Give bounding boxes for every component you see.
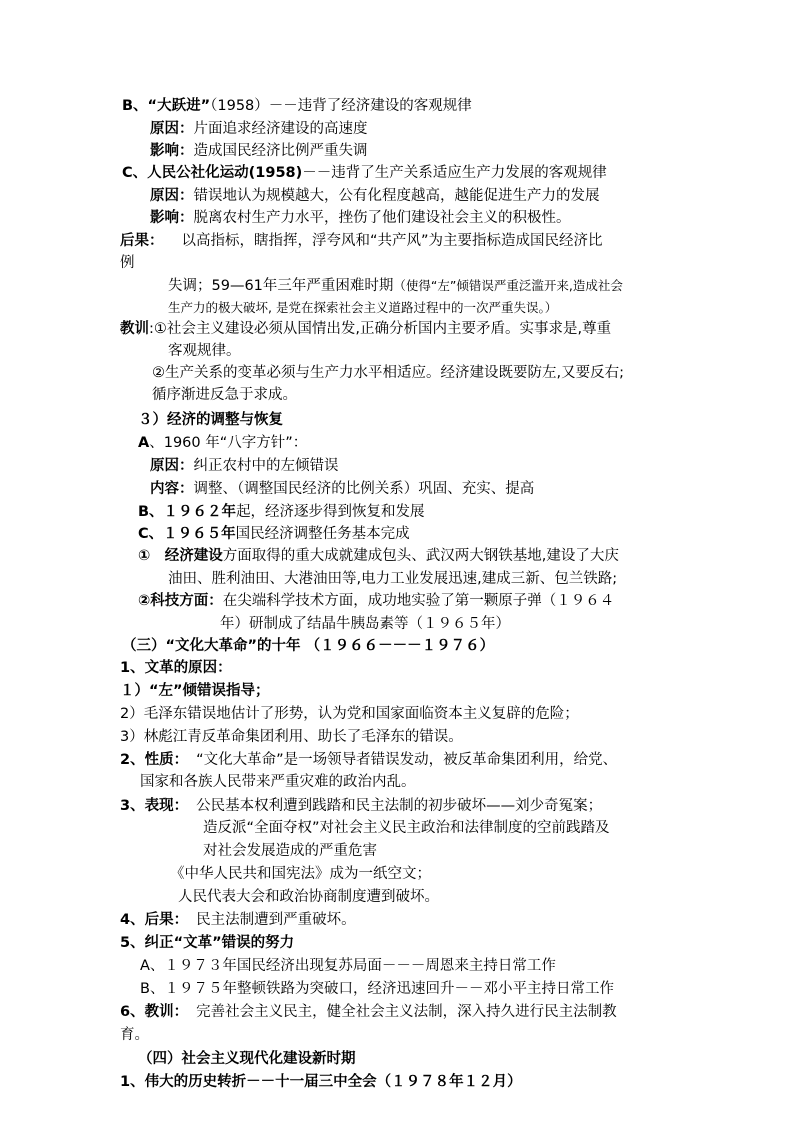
line-heading: ３）经济的调整与恢复 xyxy=(138,412,283,428)
line-heading: 影响： xyxy=(150,210,194,226)
line-heading: A xyxy=(138,435,150,451)
line-text: 国民经济调整任务基本完成 xyxy=(235,526,410,542)
line-text: 在尖端科学技术方面，成功地实验了第一颗原子弹（１９６４ xyxy=(222,593,615,609)
doc-line xyxy=(203,841,377,861)
doc-line xyxy=(122,163,607,183)
line-text: “文化大革命”是一场领导者错误发动，被反革命集团利用，给党、 xyxy=(196,752,618,768)
doc-line xyxy=(138,433,307,453)
line-text: 《中华人民共和国宪法》成为一纸空文； xyxy=(170,866,431,882)
doc-line xyxy=(120,319,611,339)
line-text: 育。 xyxy=(120,1027,149,1043)
doc-line xyxy=(120,681,270,701)
doc-line xyxy=(168,341,241,361)
line-heading: 教训 xyxy=(120,321,149,337)
line-text: －－违背了生产关系适应生产力发展的客观规律 xyxy=(302,165,607,181)
doc-line xyxy=(178,887,439,907)
line-text: 3）林彪江青反革命集团利用、助长了毛泽东的错误。 xyxy=(120,729,463,745)
line-text: A、１９７３年国民经济出现复苏局面－－－周恩来主持日常工作 xyxy=(140,958,556,974)
line-heading: （三）“文化大革命”的十年 （１９６６－－－１９７６） xyxy=(122,638,495,654)
line-text: 民主法制遭到严重破坏。 xyxy=(196,912,356,928)
doc-line xyxy=(150,186,600,206)
line-text: 片面追求经济建设的高速度 xyxy=(193,121,368,137)
doc-line xyxy=(150,456,339,476)
line-text: 循序渐进反急于求成。 xyxy=(152,387,297,403)
line-text: 年）研制成了结晶牛胰岛素等（１９６５年） xyxy=(220,616,510,632)
doc-line xyxy=(120,231,603,251)
line-text: 调整、（调整国民经济的比例关系）巩固、充实、提高 xyxy=(193,481,535,497)
line-text: 例 xyxy=(120,255,135,271)
doc-line xyxy=(220,614,510,634)
line-text: 对社会发展造成的严重危害 xyxy=(203,843,377,859)
line-heading: 原因： xyxy=(150,121,194,137)
line-heading: 5、纠正“文革”错误的努力 xyxy=(120,935,295,951)
line-heading: 影响： xyxy=(150,143,194,159)
line-heading: B、“大跃进” xyxy=(122,98,211,114)
doc-line xyxy=(138,502,425,522)
line-text: 、1960 年“八字方针”： xyxy=(149,435,308,451)
doc-line xyxy=(168,276,623,296)
line-text: B、１９７５年整顿铁路为突破口，经济迅速回升－－邓小平主持日常工作 xyxy=(140,981,614,997)
line-text: 纠正农村中的左倾错误 xyxy=(193,458,339,474)
line-text: ②生产关系的变革必须与生产力水平相适应。经济建设既要防左,又要反右; xyxy=(152,365,624,381)
line-heading: 后果： xyxy=(120,233,164,249)
line-text: 客观规律。 xyxy=(168,343,241,359)
line-text: 国家和各族人民带来严重灾难的政治内乱。 xyxy=(140,774,416,790)
doc-line xyxy=(122,636,494,656)
doc-line xyxy=(120,704,579,724)
line-text: 起，经济逐步得到恢复和发展 xyxy=(236,504,425,520)
line-text: 2）毛泽东错误地估计了形势，认为党和国家面临资本主义复辟的危险； xyxy=(120,706,579,722)
line-heading: 原因： xyxy=(150,458,194,474)
line-text: 失调；59—61年三年严重困难时期 xyxy=(168,278,394,294)
doc-line xyxy=(120,1025,149,1045)
line-heading: 1、文革的原因： xyxy=(120,660,232,676)
doc-line xyxy=(138,1049,356,1069)
doc-line xyxy=(203,818,610,838)
doc-line xyxy=(150,141,368,161)
line-text: 造成国民经济比例严重失调 xyxy=(193,143,368,159)
doc-line xyxy=(138,546,619,566)
line-text: 以高指标，瞎指挥，浮夸风和“共产风”为主要指标造成国民经济比 xyxy=(181,233,603,249)
line-text: 造反派“全面夺权”对社会主义民主政治和法律制度的空前践踏及 xyxy=(203,820,610,836)
doc-line xyxy=(120,727,463,747)
line-heading: 原因： xyxy=(150,188,194,204)
doc-line xyxy=(120,910,356,930)
doc-line xyxy=(122,96,472,116)
line-text: 人民代表大会和政治协商制度遭到破坏。 xyxy=(178,889,439,905)
doc-line xyxy=(168,569,617,589)
line-heading: １）“左”倾错误指导； xyxy=(120,683,270,699)
line-text: 方面取得的重大成就建成包头、武汉两大钢铁基地,建设了大庆 xyxy=(222,548,619,564)
line-heading: 内容： xyxy=(150,481,194,497)
line-heading: B、１９６２年 xyxy=(138,504,237,520)
doc-line xyxy=(138,591,614,611)
doc-line xyxy=(120,750,617,770)
doc-line xyxy=(120,1072,522,1092)
doc-line xyxy=(138,410,283,430)
line-heading: （四）社会主义现代化建设新时期 xyxy=(138,1051,356,1067)
line-heading: ① 经济建设 xyxy=(138,548,223,564)
line-text: 公民基本权利遭到践踏和民主法制的初步破坏——刘少奇冤案； xyxy=(196,798,603,814)
line-text: 完善社会主义民主，健全社会主义法制，深入持久进行民主法制教 xyxy=(196,1004,617,1020)
doc-line xyxy=(120,1002,617,1022)
doc-line xyxy=(150,208,571,228)
doc-line xyxy=(140,979,614,999)
line-text: （1958）－－违背了经济建设的客观规律 xyxy=(210,98,472,114)
line-heading: C、１９６５年 xyxy=(138,526,236,542)
line-text: 油田、胜利油田、大港油田等,电力工业发展迅速,建成三新、包兰铁路; xyxy=(168,571,618,587)
doc-line xyxy=(120,796,602,816)
line-heading: 1、伟大的历史转折－－十一届三中全会（１９７８年１２月） xyxy=(120,1074,522,1090)
line-text: 错误地认为规模越大，公有化程度越高，越能促进生产力的发展 xyxy=(193,188,600,204)
doc-line xyxy=(140,772,416,792)
line-text: 生产力的极大破坏, 是党在探索社会主义道路过程中的一次严重失误。） xyxy=(168,300,558,315)
doc-line xyxy=(150,479,534,499)
line-heading: 2、性质： xyxy=(120,752,189,768)
line-heading: C、人民公社化运动(1958) xyxy=(122,165,303,181)
doc-line xyxy=(120,933,294,953)
doc-line xyxy=(150,119,368,139)
doc-line xyxy=(138,524,410,544)
doc-line xyxy=(120,658,232,678)
line-heading: 4、后果： xyxy=(120,912,189,928)
line-text: :①社会主义建设必须从国情出发,正确分析国内主要矛盾。实事求是,尊重 xyxy=(149,321,612,337)
line-heading: 3、表现： xyxy=(120,798,189,814)
doc-line xyxy=(140,956,556,976)
line-text: 脱离农村生产力水平，挫伤了他们建设社会主义的积极性。 xyxy=(193,210,571,226)
line-note: （使得“左”倾错误严重泛滥开来,造成社会 xyxy=(393,278,623,293)
doc-line xyxy=(152,363,624,383)
doc-line xyxy=(170,864,431,884)
line-heading: 6、教训： xyxy=(120,1004,189,1020)
line-heading: ②科技方面： xyxy=(138,593,223,609)
doc-line xyxy=(152,385,297,405)
doc-line xyxy=(168,298,557,318)
doc-line xyxy=(120,253,135,273)
